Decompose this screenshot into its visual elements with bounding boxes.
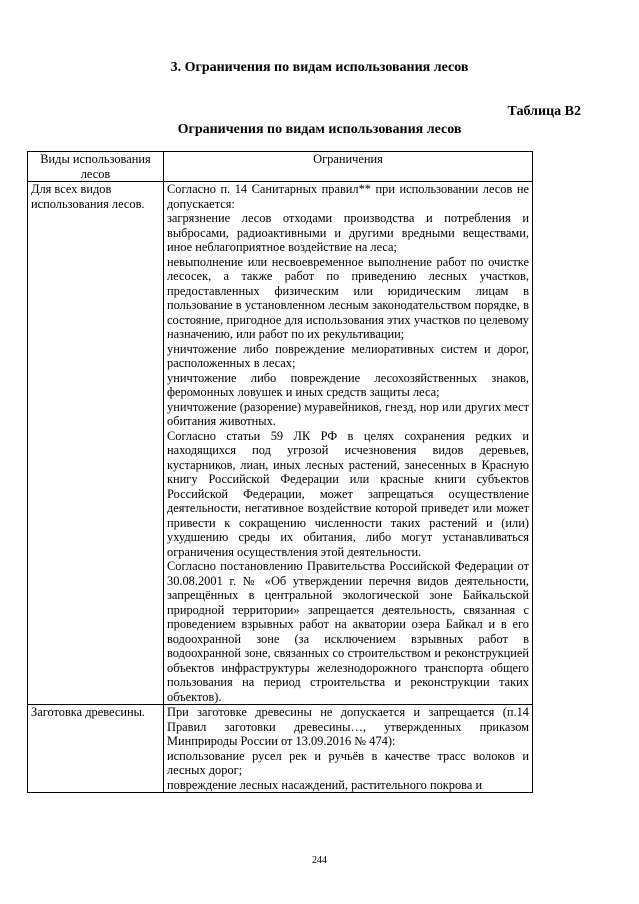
use-type-cell: Заготовка древесины. (28, 705, 164, 793)
restriction-paragraph: невыполнение или несвоевременное выполнение работ по очистке лесосек, а также работ по приведению лесных участков, предоставленных физическим или юридическим лицам в пользование в установленном лесным законодательством порядке, в состояние, пригодное для использования этих участков по целевому назначению, или работ по их рекультивации; (167, 254, 529, 341)
table-label: Таблица В2 (507, 104, 581, 119)
header-uses: Виды использования лесов (28, 152, 164, 182)
use-type-cell: Для всех видов использования лесов. (28, 182, 164, 705)
page-number: 244 (312, 855, 327, 866)
table-row (28, 705, 533, 793)
header-restrictions: Ограничения (164, 152, 533, 182)
restriction-paragraph: Согласно п. 14 Санитарных правил** при использовании лесов не допускается: (167, 182, 529, 211)
table-header-row (28, 152, 533, 182)
restriction-paragraph: уничтожение либо повреждение мелиоративных систем и дорог, расположенных в лесах; (167, 341, 529, 370)
restriction-paragraph: Согласно статьи 59 ЛК РФ в целях сохранения редких и находящихся под угрозой исчезновения видов деревьев, кустарников, лиан, иных лесных растений, занесенных в Красную книгу Российской Федерации или красные книги субъектов Российской Федерации, может запрещаться осуществление деятельности, негативное воздействие которой приведет или может привести к сокращению численности таких растений и (или) ухудшению среды их обитания, либо могут устанавливаться ограничения осуществления этой деятельности. (167, 428, 529, 559)
restriction-paragraph: уничтожение либо повреждение лесохозяйственных знаков, феромонных ловушек и иных средств защиты леса; (167, 370, 529, 399)
restrictions-cell (164, 182, 533, 705)
restriction-paragraph: повреждение лесных насаждений, растительного покрова и (167, 777, 483, 792)
restriction-paragraph: Согласно постановлению Правительства Российской Федерации от 30.08.2001 г. № «Об утверждении перечня видов деятельности, запрещённых в центральной экологической зоне Байкальской природной территории» запрещается деятельность, связанная с проведением взрывных работ на акватории озера Байкал и в его водоохранной зоне (за исключением взрывных работ в водоохранной зоне, связанных со строительством и реконструкцией объектов инфраструктуры железнодорожного транспорта общего пользования на период строительства и реконструкции таких объектов). (167, 559, 529, 704)
table-title: Ограничения по видам использования лесов (177, 122, 462, 137)
restriction-paragraph: уничтожение (разорение) муравейников, гнезд, нор или других мест обитания животных. (167, 399, 529, 428)
section-title: 3. Ограничения по видам использования лесов (170, 60, 469, 75)
table-row (28, 182, 533, 705)
restrictions-table (27, 151, 533, 793)
restrictions-cell (164, 705, 533, 793)
restriction-paragraph: При заготовке древесины не допускается и запрещается (п.14 Правил заготовки древесины…, утвержденных приказом Минприроды России от 13.09.2016 № 474): (167, 705, 529, 748)
restriction-paragraph: загрязнение лесов отходами производства и потребления и выбросами, радиоактивными и другими вредными веществами, иное неблагоприятное воздействие на леса; (167, 211, 529, 254)
restriction-paragraph: использование русел рек и ручьёв в качестве трасс волоков и лесных дорог; (167, 748, 529, 777)
